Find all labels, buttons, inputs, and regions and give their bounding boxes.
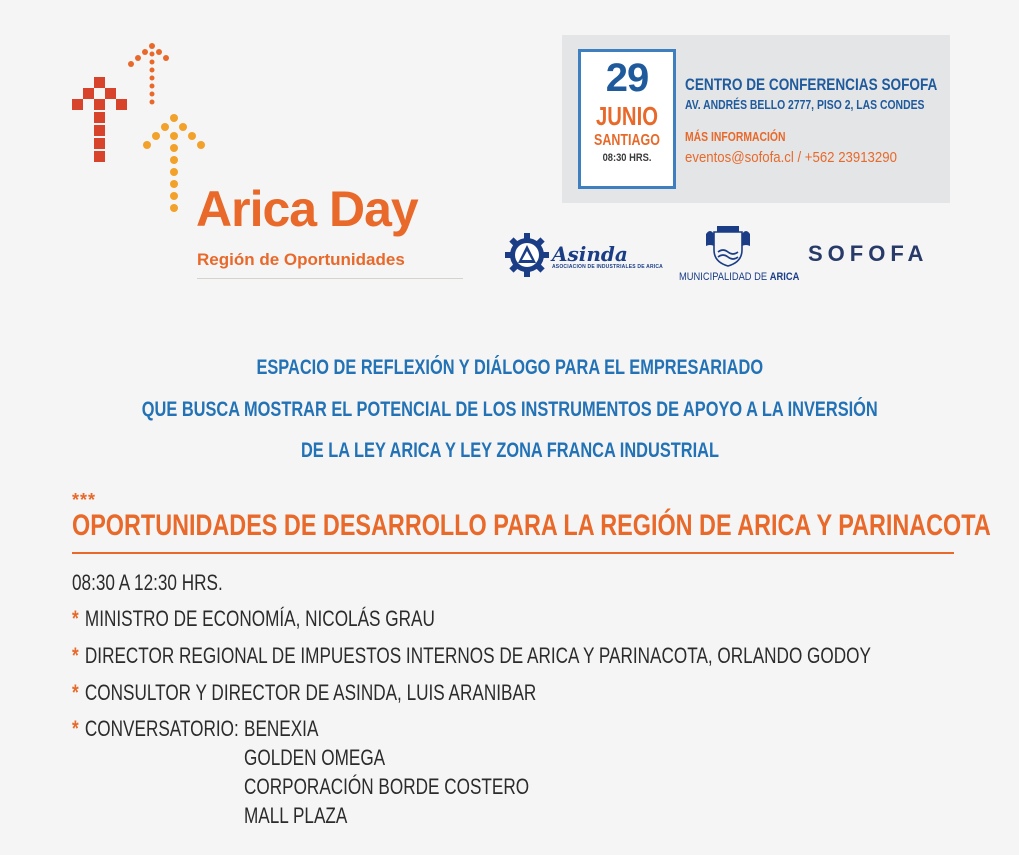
- agenda-item: [72, 643, 871, 669]
- intro-text-2: QUE BUSCA MOSTRAR EL POTENCIAL DE LOS INSTRUMENTOS DE APOYO A LA INVERSIÓN: [141, 398, 878, 421]
- panel-company: GOLDEN OMEGA: [244, 745, 386, 770]
- event-city: SANTIAGO: [594, 132, 660, 149]
- agenda-item-text: MINISTRO DE ECONOMÍA, NICOLÁS GRAU: [84, 606, 435, 631]
- section-title: OPORTUNIDADES DE DESARROLLO PARA LA REGIÓN DE ARICA Y PARINACOTA: [72, 509, 991, 542]
- venue-name: CENTRO DE CONFERENCIAS SOFOFA: [685, 75, 938, 94]
- agenda-item: [72, 716, 239, 742]
- venue-address: AV. ANDRÉS BELLO 2777, PISO 2, LAS CONDES: [685, 97, 925, 112]
- event-time: 08:30 HRS.: [602, 152, 652, 164]
- panel-company: MALL PLAZA: [244, 803, 348, 828]
- panel-company: CORPORACIÓN BORDE COSTERO: [244, 774, 530, 799]
- logo-subtitle: Región de Oportunidades: [197, 250, 405, 269]
- asinda-tagline: ASOCIACION DE INDUSTRIALES DE ARICA: [552, 264, 663, 270]
- intro-line-3: [0, 439, 1019, 463]
- agenda-item-text: CONVERSATORIO:: [84, 716, 239, 741]
- logo-title: Arica Day: [196, 181, 418, 237]
- intro-line-2: [0, 398, 1019, 422]
- arica-crest-icon: [704, 224, 752, 270]
- event-month: JUNIO: [596, 101, 658, 131]
- bullet-icon: *: [72, 643, 79, 668]
- event-day: 29: [605, 56, 649, 100]
- date-card: [578, 49, 676, 189]
- asinda-logo-text: Asinda: [552, 242, 628, 266]
- agenda-time: 08:30 A 12:30 HRS.: [72, 570, 223, 595]
- intro-text-1: ESPACIO DE REFLEXIÓN Y DIÁLOGO PARA EL EMPRESARIADO: [256, 356, 763, 379]
- bullet-icon: *: [72, 716, 79, 741]
- municipalidad-logo-text: [679, 271, 799, 283]
- agenda-item-text: CONSULTOR Y DIRECTOR DE ASINDA, LUIS ARANIBAR: [84, 680, 537, 705]
- more-info-contact[interactable]: eventos@sofofa.cl / +562 23913290: [685, 149, 897, 166]
- more-info-label: MÁS INFORMACIÓN: [685, 129, 786, 144]
- panel-company: BENEXIA: [244, 716, 319, 741]
- agenda-item: [72, 606, 435, 632]
- intro-line-1: [0, 356, 1019, 380]
- logo-divider: [197, 278, 463, 279]
- muni-city: ARICA: [769, 271, 800, 283]
- agenda-item-text: DIRECTOR REGIONAL DE IMPUESTOS INTERNOS DE ARICA Y PARINACOTA, ORLANDO GODOY: [84, 643, 871, 668]
- muni-prefix: MUNICIPALIDAD DE: [679, 271, 770, 283]
- section-divider: [72, 552, 954, 554]
- asinda-gear-icon: [505, 233, 549, 277]
- bullet-icon: *: [72, 606, 79, 631]
- sofofa-logo: SOFOFA: [808, 241, 929, 266]
- intro-text-3: DE LA LEY ARICA Y LEY ZONA FRANCA INDUSTRIAL: [300, 439, 719, 462]
- section-stars: ***: [72, 490, 97, 510]
- bullet-icon: *: [72, 680, 79, 705]
- agenda-item: [72, 680, 536, 706]
